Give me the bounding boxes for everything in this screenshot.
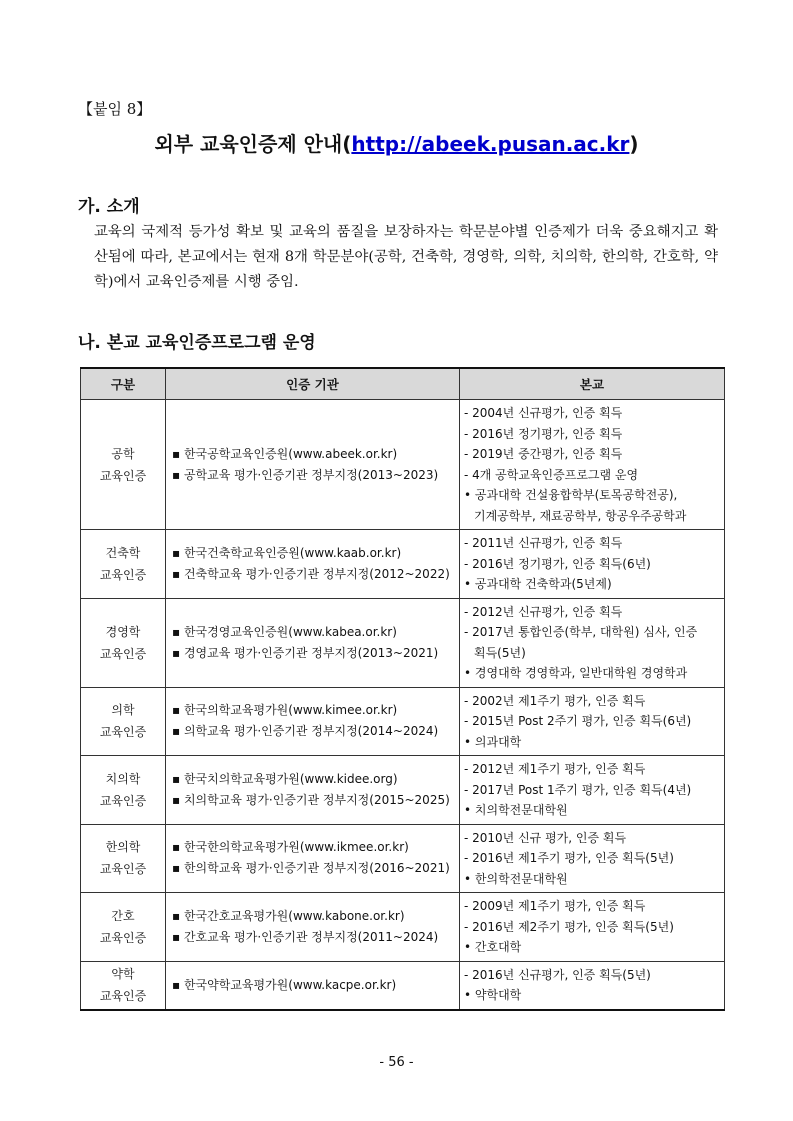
cell-text-line: ▪ 한국간호교육평가원(www.kabone.or.kr) [172, 908, 405, 923]
university-cell [460, 687, 725, 756]
table-row [81, 893, 725, 962]
organization-cell [166, 598, 460, 687]
university-cell [460, 893, 725, 962]
cell-text-line: 교육인증 [99, 989, 147, 1003]
page-number: - 56 - [379, 1055, 414, 1070]
cell-text-line: ▪ 경영교육 평가·인증기관 정부지정(2013~2021) [172, 645, 439, 660]
section-ga-heading: 가. 소개 [78, 197, 140, 217]
university-cell [460, 961, 725, 1010]
cell-text-line: ▪ 한국경영교육인증원(www.kabea.or.kr) [172, 624, 397, 639]
category-cell [81, 756, 166, 825]
header-organization: 인증 기관 [166, 368, 460, 400]
header-university: 본교 [460, 368, 725, 400]
cell-text-line: ▪ 간호교육 평가·인증기관 정부지정(2011~2024) [172, 929, 439, 944]
cell-text-line: • 경영대학 경영학과, 일반대학원 경영학과 [464, 666, 688, 680]
organization-cell [166, 961, 460, 1010]
cell-text-line: - 4개 공학교육인증프로그램 운영 [464, 467, 639, 482]
category-cell [81, 824, 166, 893]
cell-text-line: 기계공학부, 재료공학부, 항공우주공학과 [474, 508, 687, 523]
table-header-row [81, 368, 725, 400]
cell-text-line: • 공과대학 건설융합학부(토목공학전공), [464, 488, 678, 502]
cell-text-line: • 한의학전문대학원 [464, 871, 568, 886]
organization-cell [166, 530, 460, 599]
cell-text-line: ▪ 한국공학교육인증원(www.abeek.or.kr) [172, 446, 398, 461]
organization-cell [166, 756, 460, 825]
cell-text-line: ▪ 한국의학교육평가원(www.kimee.or.kr) [172, 703, 398, 718]
cell-text-line: 교육인증 [99, 468, 147, 483]
cell-text-line: 한의학 [105, 840, 141, 855]
cell-text-line: - 2016년 정기평가, 인증 획득 [464, 426, 623, 441]
cell-text-line: 교육인증 [99, 862, 147, 877]
organization-cell [166, 824, 460, 893]
cell-text-line: - 2009년 제1주기 평가, 인증 획득 [464, 899, 646, 913]
cell-text-line: - 2016년 신규평가, 인증 획득(5년) [464, 967, 651, 982]
cell-text-line: - 2002년 제1주기 평가, 인증 획득 [464, 693, 646, 708]
cell-text-line: 획득(5년) [474, 645, 526, 660]
cell-text-line: - 2010년 신규 평가, 인증 획득 [464, 830, 627, 845]
cell-text-line: - 2012년 제1주기 평가, 인증 획득 [464, 762, 646, 776]
cell-text-line: 치의학 [105, 771, 141, 786]
organization-cell [166, 687, 460, 756]
cell-text-line: ▪ 치의학교육 평가·인증기관 정부지정(2015~2025) [172, 792, 450, 807]
cell-text-line: 교육인증 [99, 725, 147, 740]
cell-text-line: ▪ 한국약학교육평가원(www.kacpe.or.kr) [172, 977, 397, 992]
title-text: 외부 교육인증제 안내( [154, 132, 352, 156]
cell-text-line: - 2015년 Post 2주기 평가, 인증 획득(6년) [464, 714, 692, 728]
cell-text-line: - 2004년 신규평가, 인증 획득 [464, 406, 623, 420]
category-cell [81, 598, 166, 687]
certification-table [80, 367, 725, 1011]
cell-text-line: ▪ 공학교육 평가·인증기관 정부지정(2013~2023) [172, 467, 439, 482]
cell-text-line: 간호 [111, 908, 135, 923]
category-cell [81, 400, 166, 530]
category-cell [81, 530, 166, 599]
table-row [81, 530, 725, 599]
attachment-label: 【붙임 8】 [78, 100, 152, 118]
cell-text-line: 경영학 [105, 624, 141, 639]
cell-text-line: - 2017년 Post 1주기 평가, 인증 획득(4년) [464, 782, 692, 797]
cell-text-line: - 2019년 중간평가, 인증 획득 [464, 447, 623, 461]
cell-text-line: 건축학 [105, 545, 141, 560]
cell-text-line: • 공과대학 건축학과(5년제) [464, 577, 612, 591]
cell-text-line: 교육인증 [99, 793, 147, 808]
category-cell [81, 687, 166, 756]
cell-text-line: 교육인증 [99, 567, 147, 582]
university-cell [460, 756, 725, 825]
table-row [81, 400, 725, 530]
title-close: ) [629, 132, 639, 156]
table-row [81, 824, 725, 893]
university-cell [460, 530, 725, 599]
cell-text-line: • 간호대학 [464, 940, 522, 954]
cell-text-line: 교육인증 [99, 646, 147, 661]
cell-text-line: - 2016년 제2주기 평가, 인증 획득(5년) [464, 919, 674, 934]
cell-text-line: 교육인증 [99, 930, 147, 945]
category-cell [81, 961, 166, 1010]
table-row [81, 687, 725, 756]
cell-text-line: • 치의학전문대학원 [464, 803, 568, 817]
section-na-heading: 나. 본교 교육인증프로그램 운영 [78, 333, 316, 353]
cell-text-line: ▪ 한국건축학교육인증원(www.kaab.or.kr) [172, 545, 402, 560]
abeek-link[interactable]: http://abeek.pusan.ac.kr [351, 132, 630, 156]
university-cell [460, 598, 725, 687]
header-category: 구분 [81, 368, 166, 400]
cell-text-line: 의학 [111, 703, 135, 718]
university-cell [460, 400, 725, 530]
cell-text-line: - 2011년 신규평가, 인증 획득 [464, 536, 623, 550]
cell-text-line: ▪ 건축학교육 평가·인증기관 정부지정(2012~2022) [172, 566, 450, 581]
page-title [0, 128, 793, 157]
cell-text-line: • 의과대학 [464, 734, 522, 749]
cell-text-line: ▪ 의학교육 평가·인증기관 정부지정(2014~2024) [172, 724, 439, 739]
cell-text-line: ▪ 한국치의학교육평가원(www.kidee.org) [172, 771, 398, 786]
university-cell [460, 824, 725, 893]
cell-text-line: 약학 [111, 967, 135, 981]
cell-text-line: ▪ 한의학교육 평가·인증기관 정부지정(2016~2021) [172, 861, 450, 876]
organization-cell [166, 893, 460, 962]
cell-text-line: - 2016년 정기평가, 인증 획득(6년) [464, 556, 651, 571]
cell-text-line: - 2012년 신규평가, 인증 획득 [464, 604, 623, 619]
cell-text-line: • 약학대학 [464, 988, 522, 1002]
organization-cell [166, 400, 460, 530]
intro-paragraph: 교육의 국제적 등가성 확보 및 교육의 품질을 보장하자는 학문분야별 인증제가 더욱 중요해지고 확산됨에 따라, 본교에서는 현재 8개 학문분야(공학, 건축학, 경영학, 의학, 치의학, 한의학, 간호학, 약학)에서 교육인증제를 시행 중임. [94, 224, 718, 290]
table-row [81, 756, 725, 825]
cell-text-line: - 2016년 제1주기 평가, 인증 획득(5년) [464, 851, 674, 865]
cell-text-line: 공학 [111, 446, 135, 461]
cell-text-line: ▪ 한국한의학교육평가원(www.ikmee.or.kr) [172, 840, 409, 855]
table-row [81, 961, 725, 1010]
table-row [81, 598, 725, 687]
category-cell [81, 893, 166, 962]
cell-text-line: - 2017년 통합인증(학부, 대학원) 심사, 인증 [464, 625, 698, 639]
